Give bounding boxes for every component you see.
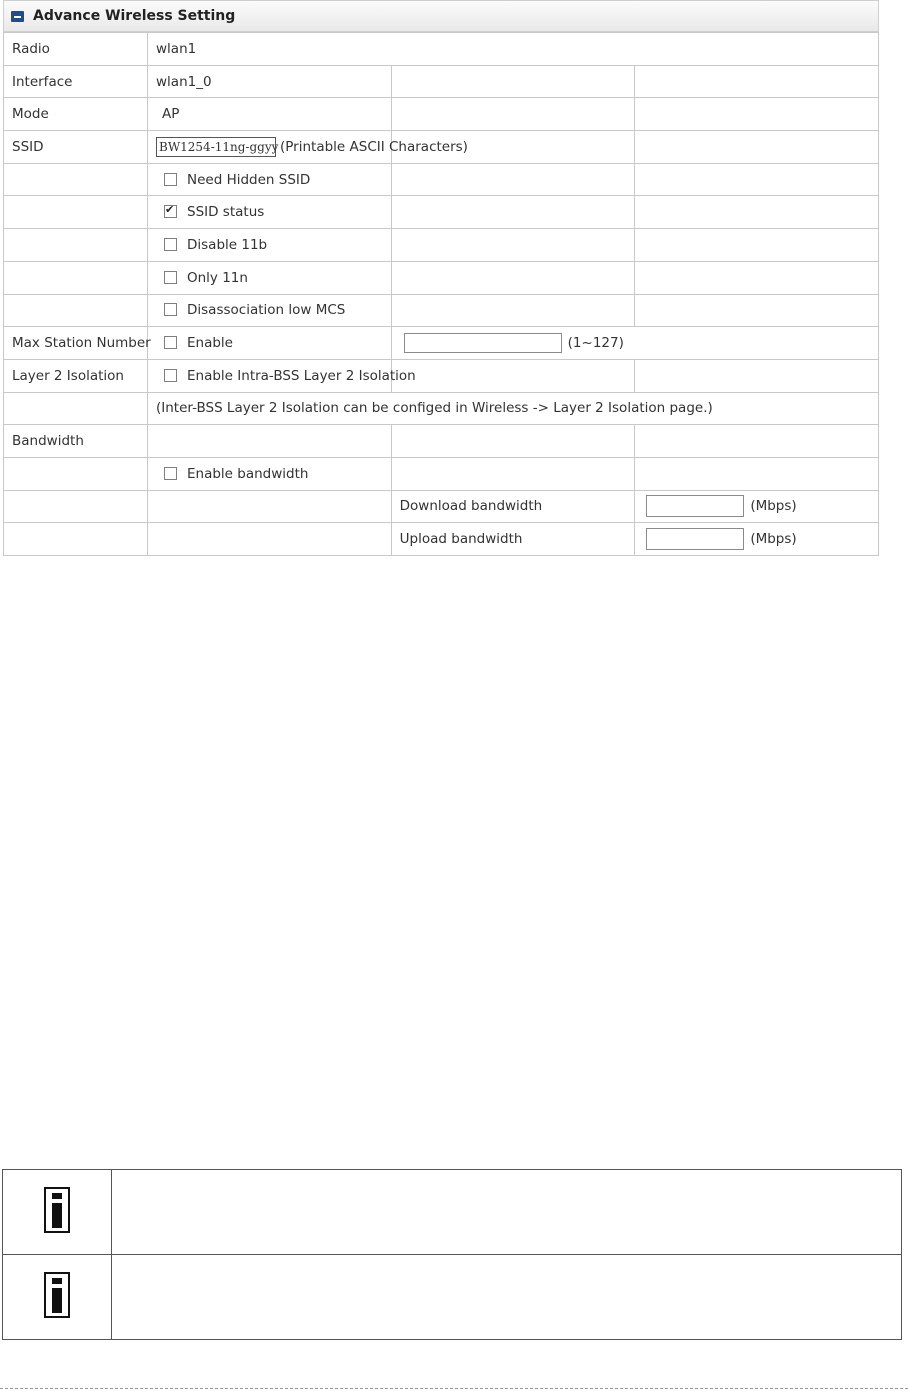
disable-11b-label: Disable 11b — [187, 236, 268, 253]
row-only-11n — [4, 261, 879, 294]
info-note-row — [3, 1255, 902, 1340]
arrow-right-icon — [11, 11, 24, 22]
row-ssid-status — [4, 196, 879, 229]
max-station-input[interactable] — [404, 333, 562, 353]
disassociation-low-mcs-checkbox[interactable] — [164, 303, 177, 316]
radio-value: wlan1 — [148, 33, 879, 66]
radio-label: Radio — [4, 33, 148, 66]
enable-bandwidth-checkbox[interactable] — [164, 467, 177, 480]
row-bandwidth — [4, 425, 879, 458]
row-radio — [4, 33, 879, 66]
row-mode — [4, 98, 879, 131]
row-ssid — [4, 131, 879, 164]
disassociation-low-mcs-label: Disassociation low MCS — [187, 302, 346, 319]
upload-bandwidth-unit: (Mbps) — [750, 531, 797, 548]
interface-value: wlan1_0 — [148, 65, 392, 98]
disable-11b-checkbox[interactable] — [164, 238, 177, 251]
download-bandwidth-input[interactable] — [646, 495, 744, 517]
row-hidden-ssid — [4, 163, 879, 196]
info-icon — [44, 1187, 70, 1233]
info-notes-table — [2, 1169, 902, 1340]
row-layer2-isolation — [4, 359, 879, 392]
row-interface — [4, 65, 879, 98]
row-disassociation-low-mcs — [4, 294, 879, 327]
download-bandwidth-unit: (Mbps) — [750, 498, 797, 515]
enable-bandwidth-label: Enable bandwidth — [187, 465, 309, 482]
info-note-text — [112, 1170, 902, 1255]
panel-title-bar — [3, 0, 879, 32]
ssid-hint: (Printable ASCII Characters) — [280, 138, 468, 155]
layer2-isolation-label: Layer 2 Isolation — [4, 359, 148, 392]
upload-bandwidth-input[interactable] — [646, 528, 744, 550]
interface-label: Interface — [4, 65, 148, 98]
upload-bandwidth-label: Upload bandwidth — [391, 523, 635, 556]
mode-label: Mode — [4, 98, 148, 131]
need-hidden-ssid-checkbox[interactable] — [164, 173, 177, 186]
layer2-isolation-note: (Inter-BSS Layer 2 Isolation can be configed in Wireless -> Layer 2 Isolation page.) — [148, 392, 879, 425]
info-note-row — [3, 1170, 902, 1255]
row-upload-bandwidth — [4, 523, 879, 556]
only-11n-label: Only 11n — [187, 269, 248, 286]
ssid-status-label: SSID status — [187, 204, 265, 221]
max-station-label: Max Station Number — [4, 327, 148, 360]
row-disable-11b — [4, 229, 879, 262]
only-11n-checkbox[interactable] — [164, 271, 177, 284]
ssid-status-checkbox[interactable] — [164, 205, 177, 218]
ssid-input[interactable]: BW1254-11ng-ggyy — [156, 137, 276, 157]
mode-value: AP — [162, 106, 180, 123]
row-download-bandwidth — [4, 490, 879, 523]
row-enable-bandwidth — [4, 457, 879, 490]
ssid-label: SSID — [4, 131, 148, 164]
info-icon — [44, 1272, 70, 1318]
max-station-enable-label: Enable — [187, 335, 233, 352]
row-max-station — [4, 327, 879, 360]
row-layer2-note — [4, 392, 879, 425]
footer-divider — [0, 1388, 908, 1389]
intra-bss-isolation-label: Enable Intra-BSS Layer 2 Isolation — [187, 367, 416, 384]
panel-title: Advance Wireless Setting — [33, 8, 236, 24]
advance-wireless-panel — [3, 0, 879, 556]
max-station-enable-checkbox[interactable] — [164, 336, 177, 349]
intra-bss-isolation-checkbox[interactable] — [164, 369, 177, 382]
info-note-text — [112, 1255, 902, 1340]
need-hidden-ssid-label: Need Hidden SSID — [187, 171, 311, 188]
download-bandwidth-label: Download bandwidth — [391, 490, 635, 523]
bandwidth-label: Bandwidth — [4, 425, 148, 458]
settings-table — [3, 32, 879, 556]
max-station-range: (1~127) — [567, 335, 624, 352]
